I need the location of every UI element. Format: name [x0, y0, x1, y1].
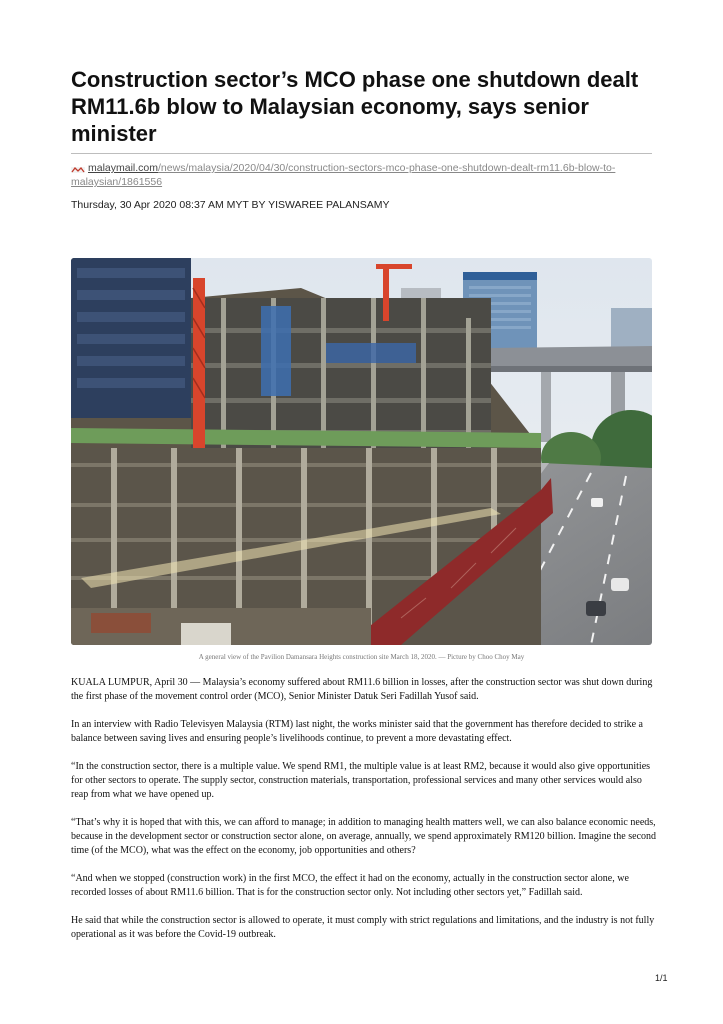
article-title: Construction sector’s MCO phase one shutdown dealt RM11.6b blow to Malaysian economy, says senior minister: [71, 67, 639, 146]
article-body: [71, 676, 656, 956]
paragraph: “That’s why it is hoped that with this, we can afford to manage; in addition to managing health matters well, we can also balance economic needs, because in the development sector or construction sector alone, on average, annually, we spend approximately RM120 billion. Imagine the second time (of the MCO), what was the effect on the economy, job opportunities and others?: [71, 817, 657, 856]
title-divider: [71, 153, 652, 154]
paragraph: “And when we stopped (construction work) in the first MCO, the effect it had on the economy, actually in the construction sector alone, we recorded losses of about RM11.6 billion. That is for the construction sector only. Not including other sectors yet,” Fadillah said.: [71, 873, 629, 898]
photo-caption: A general view of the Pavilion Damansara Heights construction site March 18, 2020. — Picture by Choo Choy May: [198, 653, 525, 661]
source-url[interactable]: [71, 161, 661, 189]
paragraph: “In the construction sector, there is a multiple value. We spend RM1, the multiple value is at least RM2, because it would also give opportunities for other sectors to operate. The supply sector, construction materials, transportation, professional services and many other services would also reap from what we have opened up.: [71, 761, 651, 800]
paragraph: In an interview with Radio Televisyen Malaysia (RTM) last night, the works minister said that the government has therefore decided to strike a balance between saving lives and ensuring people’s livelihoods continue, to prevent a more devastating effect.: [71, 719, 643, 744]
construction-site-photo: [71, 258, 652, 645]
paragraph: KUALA LUMPUR, April 30 — Malaysia’s economy suffered about RM11.6 billion in losses, after the construction sector was shut down during the first phase of the movement control order (MCO), Senior Minister Datuk Seri Fadillah Yusof said.: [71, 677, 653, 702]
malaymail-favicon-icon: [71, 164, 85, 172]
source-domain[interactable]: malaymail.com: [88, 162, 159, 174]
page-number: 1/1: [655, 973, 668, 983]
paragraph: He said that while the construction sector is allowed to operate, it must comply with strict regulations and limitations, and the industry is not fully operational as it was before the Covid-19 outbreak.: [71, 915, 655, 940]
article-byline: Thursday, 30 Apr 2020 08:37 AM MYT BY YISWAREE PALANSAMY: [71, 199, 390, 211]
source-path[interactable]: /news/malaysia/2020/04/30/construction-sectors-mco-phase-one-shutdown-dealt-rm11.6b-blow-to-malaysian/1861556: [71, 162, 616, 188]
